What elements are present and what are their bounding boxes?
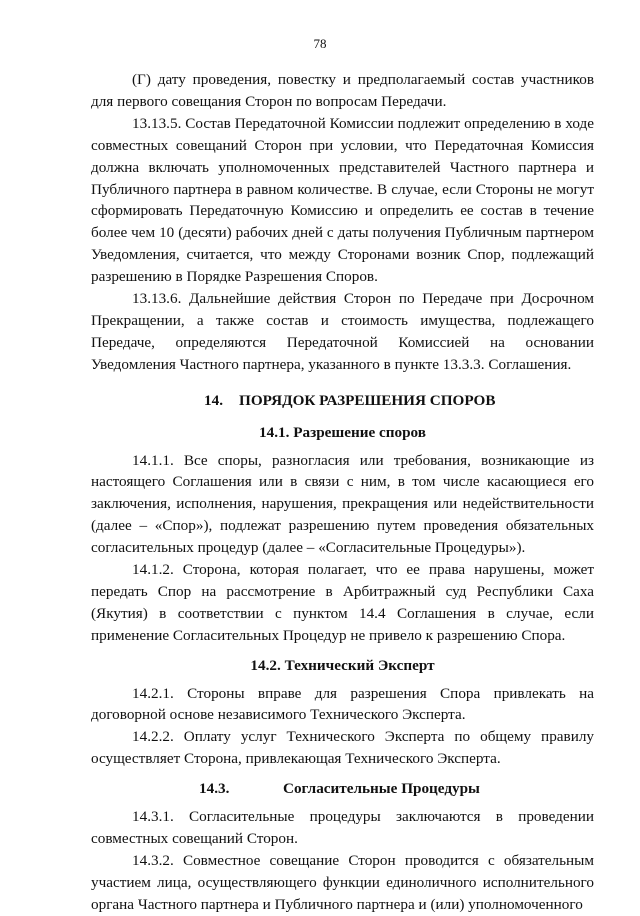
paragraph-14-1-1: 14.1.1. Все споры, разногласия или требования, возникающие из настоящего Соглашения или в связи с ним, в том числе касающиеся его заключения, исполнения, нарушения, прекращения или недействительности (далее – «Спор»), подлежат разрешению путем проведения обязательных согласительных процедур (далее – «Согласительные Процедуры»). <box>91 451 594 557</box>
paragraph-14-2-2: 14.2.2. Оплату услуг Технического Эксперта по общему правилу осуществляет Сторона, привлекающая Технического Эксперта. <box>91 728 594 768</box>
paragraph-14-2-1: 14.2.1. Стороны вправе для разрешения Спора привлекать на договорной основе независимого Технического Эксперта. <box>91 684 594 724</box>
paragraph-13-13-5: 13.13.5. Состав Передаточной Комиссии подлежит определению в ходе совместных совещаний Сторон при условии, что Передаточная Комиссия должна включать уполномоченных представителей Частного партнера и Публичного партнера в равном количестве. В случае, если Стороны не могут сформировать Передаточную Комиссию и определить ее состав в течение более чем 10 (десяти) рабочих дней с даты получения Публичным партнером Уведомления, считается, что между Сторонами возник Спор, подлежащий разрешению в Порядке Разрешения Споров. <box>91 114 594 286</box>
paragraph-13-13-6: 13.13.6. Дальнейшие действия Сторон по Передаче при Досрочном Прекращении, а также состав и стоимость имущества, подлежащего Передаче, определяются Передаточной Комиссией на основании Уведомления Частного партнера, указанного в пункте 13.3.3. Соглашения. <box>91 290 594 373</box>
subsection-14-1-heading: 14.1. Разрешение споров <box>259 423 426 441</box>
section-14-title: ПОРЯДОК РАЗРЕШЕНИЯ СПОРОВ <box>239 391 496 409</box>
paragraph-13-13-4-g: (Г) дату проведения, повестку и предполагаемый состав участников для первого совещания Сторон по вопросам Передачи. <box>91 71 594 110</box>
section-14-heading <box>91 390 594 412</box>
paragraph-14-3-1: 14.3.1. Согласительные процедуры заключаются в проведении совместных совещаний Сторон. <box>91 808 594 847</box>
paragraph-14-1-2: 14.1.2. Сторона, которая полагает, что ее права нарушены, может передать Спор на рассмотрение в Арбитражный суд Республики Саха (Якутия) в соответствии с пунктом 14.4 Соглашения в случае, если применение Согласительных Процедур не привело к разрешению Спора. <box>91 561 594 644</box>
subsection-14-3-number: 14.3. <box>199 780 230 798</box>
page-number: 78 <box>313 36 327 51</box>
section-14-number: 14. <box>204 391 223 409</box>
paragraph-14-3-2: 14.3.2. Совместное совещание Сторон проводится с обязательным участием лица, осуществляющего функции единоличного исполнительного органа Частного партнера и Публичного партнера и (или) уполномоченного <box>91 851 594 913</box>
subsection-14-3-heading <box>91 778 594 800</box>
subsection-14-3-title: Согласительные Процедуры <box>283 780 480 798</box>
subsection-14-2-heading: 14.2. Технический Эксперт <box>250 656 435 674</box>
page-body <box>91 69 594 916</box>
